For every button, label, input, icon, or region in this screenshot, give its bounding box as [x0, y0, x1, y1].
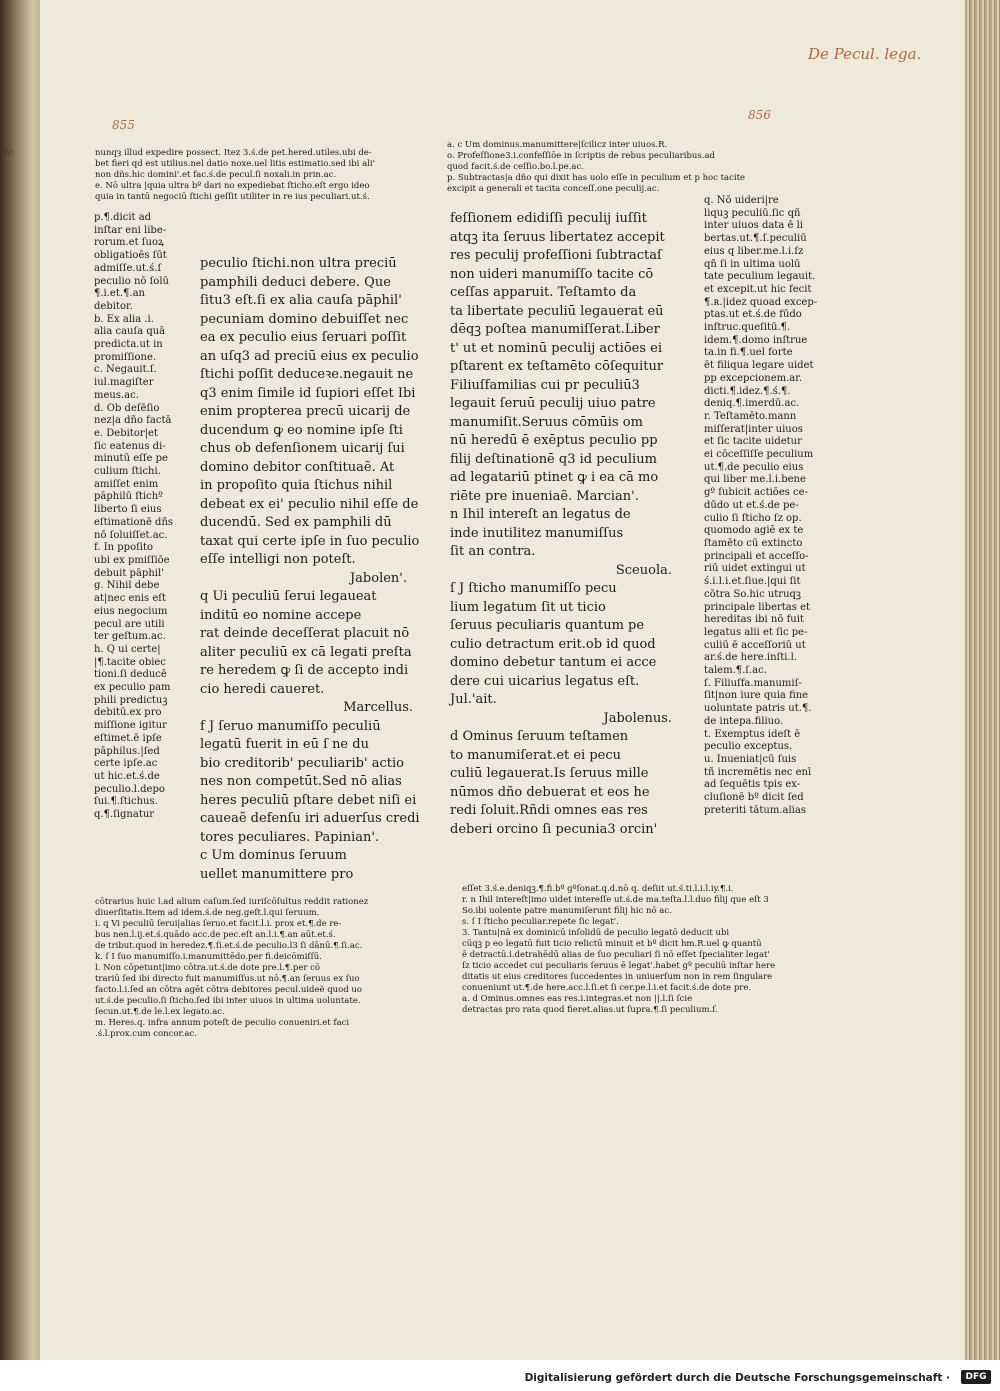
column2-main-text: feſſionem edidiſſi peculij iuſſit atqꝫ ita ſeruus libertatez accepit res peculij profeſſioni ſubtractaſ non uideri manumiſſo tacite cō ceſſas apparuit. Teſtamto da ta libertate peculiū legauerat eū dēqꝫ poſtea manumiſſerat.Liber t' ut et nominū peculij actiōes ei pſtarent ex teſtamēto cōſequitur Filiuſfamilias cui pr peculiū3 legauit ſeruū peculij uiuo patre manumiſit.Seruus cōmūis om nū heredū ē exēptus peculio pp filij deſtinationē q3 id peculium ad legatariū ptinet ꝙ i ea cā mo riēte pre inueniaẽ. Marcian'. n Ihil intereſt an legatus de inde inutilitez manumiſſus ſit an contra. Sceuola. ſ J ſticho manumiſſo pecu lium legatum ſit ut ticio ſeruus peculiaris quantum pe culio detractum erit.ob id quod domino debetur tantum ei acce dere cui uicarius legatus eſt. Jul.'ait. Jabolenus. d Ominus ſeruum teſtamen to manumiſerat.et ei pecu culiū legauerat.Is ſeruus mille nūmos dño debuerat et eos he redi ſoluit.Rñdi omnes eas res deberi orcino ſi pecunia3 orcin'	[450, 210, 690, 839]
column2-top-gloss: a. c Um dominus.manumittere|ſcilicz inter uiuos.R. o. Profeſſione3.i.confeſſiōe in ſcriptis de rebus peculiaribus.ad quod facit.ś.de ceſſio.bo.l.pe.ac. p. Subtractas|a dño qui dixit has uolo eſſe in peculium et p hoc tacite excipit a generali et tacita conceſſ.one peculij.ac.	[447, 140, 746, 194]
column1-top-gloss: nunqȝ illud expedire possect. Itez 3.ś.de pet.hered.utiles.ubi de- bet fieri qd est utilius.nel datio noxe.uel litis estimatio.sed ibi ali' non dñs.hic domini'.et fac.ś.de pecul.ſi noxali.in prin.ac. e. Nō ultra |quia ultra bº dari no expediebat ſticho.eſt ergo ideo quia in tantū negociū ſtichi geſſit utiliter in re ius peculiari.ut.ś.	[95, 148, 375, 202]
author-marcellus: Marcellus.	[343, 700, 413, 715]
page-edges	[965, 0, 1000, 1360]
manuscript-corner-note: De Pecul. lega.	[808, 45, 922, 63]
column1-main-text: peculio ſtichi.non ultra preciū pamphili deduci debere. Que ſitu3 eſt.ſi ex alia cauſa pāphil' pecuniam domino debuiſſet nec ea ex peculio eius ſeruari poſſit an uſq3 ad preciū eius ex peculio ſtichi poſſit deduceꝛe.negauit ne q3 enim ſimile id ſupiori eſſet Ibi enim propterea precū uicarij de ducendum ꝙ eo nomine ipſe ſti chus ob defenſionem uicarij ſui domino debitor conſtituaẽ. At in propoſito quia ſtichus nihil debeat ex ei' peculio nihil eſſe de ducendū. Sed ex pamphili dū taxat qui certe ipſe in ſuo peculio eſſe intelligi non poteſt. Jabolen'. q Ui peculiū ſerui legaueat inditū eo nomine accepe rat deinde deceſſerat placuit nō aliter peculiū ex cā legati preſta re heredem ꝙ ſi de accepto indi cio heredi caueret. Marcellus. f J ſeruo manumiſſo peculiū legatū fuerit in eū ſ ne du bio creditorib' peculiarib' actio nes non competūt.Sed nō alias heres peculiū pſtare debet niſi ei caueaẽ defenſu iri aduerſus credi tores peculiares. Papinian'. c Um dominus ſeruum uellet manumittere pro	[200, 255, 425, 884]
author-jabolenus: Jabolenus.	[603, 710, 672, 726]
author-sceuola: Sceuola.	[615, 562, 672, 578]
dfg-logo: DFG	[961, 1370, 991, 1384]
left-page-folio: 855	[2, 150, 14, 157]
funding-footer-text: Digitalisierung gefördert durch die Deutsche Forschungsgemeinschaft ·	[524, 1372, 950, 1384]
author-jabolen: Jabolen'.	[349, 570, 407, 586]
folio-number-left: 855	[112, 118, 135, 132]
left-marginal-gloss: p.¶.dicit ad inſtar eni libe- rorum.et ſuoꝝ obligatioēs ſūt admiſſe.ut.ś.ſ peculio nō ſolū ¶.i.et.¶.an debitor. b. Ex alia .i. alia cauſa quā predicta.ut in promiſſione. c. Negauit.ſ. iul.magiſter meus.ac. d. Ob deſēſio nez|a dño factā e. Debitor|et ſic eatenus di- minutū eſſe pe culium ſtichi. amiſſet enim pāphilū ſtichº liberto ſi eius eſtimationē dñs nō ſoluiſſet.ac. f. In ppoſito ubi ex pmiſſiōe debuit pāphil' g. Nihil debe at|nec enis eſt eius negocium pecul are utili ter geſtum.ac. h. Q ui certe| |¶.tacite obiec tioni.ſi deducē ex peculio pam phili predictuꝫ debitū.ex pro miſſione igitur eſtimet.ē ipſe pāphilus.|ſed certe ipſe.ac ut hic.et.ś.de peculio.l.depo ſui.¶.ſtichus. q.¶.ſignatur	[94, 212, 174, 821]
folio-number-right: 856	[748, 108, 771, 122]
column2-bottom-gloss: eſſet 3.ś.e.deniqꝫ.¶.fi.bº gºſonat.q.d.nō q. deſiit ut.ś.ti.l.i.l.iy.¶.i. r. n Ihil intereſt|imo uidet intereſſe ut.ś.de ma.teſta.l.l.duo filij que eſt 3 So.ibi uolente patre manumiſerunt filij hic nō ac. s. ſ I ſticho peculiar.repete ſic legat'. 3. Tantu|nā ex dominicū inſolidū de peculio legatō deducit ubi cūqꝫ p eo legatū fuit ticio relictū minuit et bº dicit hm.R.uel ꝙ quantū ē detractū.i.detrahēdū alias de ſuo peculiari ſi nō eſſet ſpecialiter legat' ſz ticio accedet cui peculiaris ſeruus ē legat'.habet gº peculiū inſtar here ditatis ut eius creditores ſuccedentes in uniuerſum non in rem ſingulare conueniunt ut.¶.de here.acc.l.ſi.et ſi cer.pe.l.i.et facit.ś.de dote pre. a. d Ominus.omnes eas res.i.integras.et non ||.l.ſi ſcie detractas pro rata quod fieret.alias.ut ſupra.¶.ſi peculium.ſ.	[462, 884, 776, 1015]
column1-bottom-gloss: cōtrarius huic l.ad alium caſum.ſed iuriſcōſultus reddit rationez diuerſitatis.Item ad idem.ś.de neg.geſt.l.qui ſeruum. i. q Vi peculiū ſerui|alias ſeruo.et facit.l.i. prox et.¶.de re- bus nen.l.ij.et.ś.quādo acc.de pec.eſt an.l.i.¶.an aūt.et.ś. de tribut.quod in heredez.¶.ſi.et.ś.de peculio.l3 ſi dānū.¶.ſi.ac. k. ſ I ſuo manumiſſo.i.manumittēdo.per fi.deicōmiſſū. l. Non cōpetunt|imo cōtra.ut.ś.de dote pre.l.¶.per cō trariū ſed ibi directo fuit manumiſſus.ut nō.¶.an ſeruus ex ſuo facto.l.i.ſed an cōtra agēt cōtra debitores pecul.uideẽ quod uo ut.ś.de peculio.ſi ſticho.ſed ibi inter uiuos in ultima uoluntate. ſecun.ut.¶.de le.l.ex legato.ac. m. Heres.q. infra annum poteſt de peculio conueniri.et faci .ś.l.prox.cum concor.ac.	[95, 897, 369, 1039]
right-marginal-gloss: q. Nō uideri|re liquꝫ peculiū.ſic qñ inter uiuos data ē li bertas.ut.¶.ſ.peculiū eius q liber.me.l.i.ſz qñ ſi in ultima uolū tate peculium legauit. et excepit.ut hic fecit ¶.ʀ.|idez quoad excep- ptas.ut et.ś.de fūdo inſtruc.queſitū.¶. idem.¶.domo inſtrue ta.in fi.¶.uel forte ēt filiqua legare uidet pp excepcionem.ar. dicti.¶.idez.¶.ś.¶. deniq.¶.imerdū.ac. r. Teſtamēto.mann miſſerat|inter uiuos et ſic tacite uidetur ei cōceſſiſſe peculium ut.¶.de peculio eius qui liber me.l.i.bene gº ſubicit actiōes ce- dūdo ut et.ś.de pe- culio ſi ſticho ſz op. quomodo agiẽ ex te ſtamēto cū extincto principali et acceſſo- riū uidet extingui ut ś.i.l.i.et.ſiue.|qui ſit cōtra So.hic utruqꝫ principale libertas et hereditas ibi nō fuit legatus alii et ſic pe- culiū ē acceſſoriū ut ar.ś.de here.inſti.l. talem.¶.ſ.ac. ſ. Filiuſfa.manumiſ- ſit|non iure quia fine uoluntate patris ut.¶. de intepa.filiuo. t. Exemptus ideſt ē peculio exceptus. u. Inueniat|cū ſuis tñ incremētis nec enī ad ſequētis tpis ex- cluſionē bº dicit ſed preteriti tātum.alias	[704, 195, 818, 816]
